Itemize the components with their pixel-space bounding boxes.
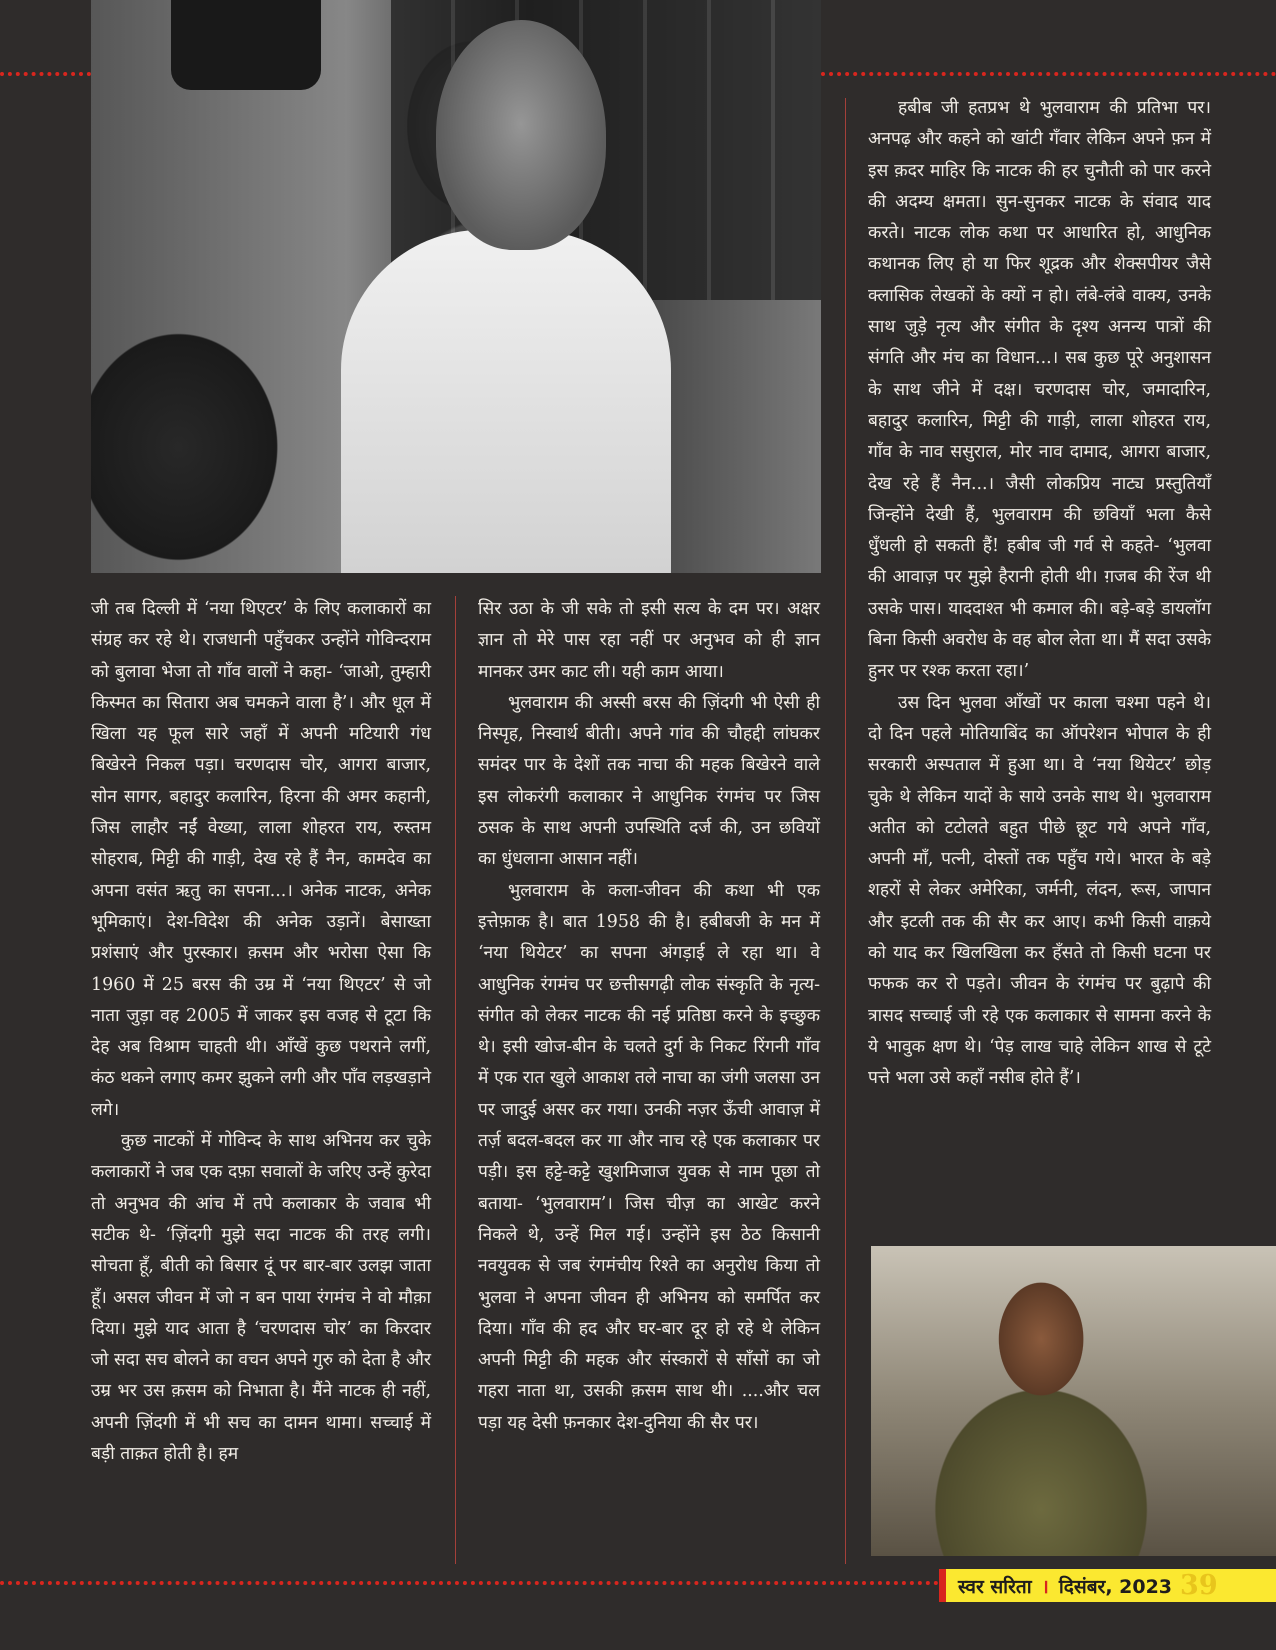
figure-body-shape [341, 230, 671, 573]
top-left-dotted-rule [0, 72, 91, 76]
figure-head-shape [436, 20, 606, 250]
footer-separator: । [1041, 1575, 1049, 1598]
footer-accent-bar [939, 1569, 946, 1602]
paragraph: कुछ नाटकों में गोविन्द के साथ अभिनय कर चुके कलाकारों ने जब एक दफ़ा सवालों के जरिए उन्हें कुरेदा तो अनुभव की आंच में तपे कलाकार के जवाब भी सटीक थे- ‘ज़िंदगी मुझे सदा नाटक की तरह लगी। सोचता हूँ, बीती को बिसार दूं पर बार-बार उलझ जाता हूँ। असल जीवन में जो न बन पाया रंगमंच ने वो मौक़ा दिया। मुझे याद आता है ‘चरणदास चोर’ का किरदार जो सदा सच बोलने का वचन अपने गुरु को देता है और उम्र भर उस क़सम को निभाता है। मैंने नाटक ही नहीं, अपनी ज़िंदगी में भी सच का दामन थामा। सच्चाई में बड़ी ताक़त होती है। हम [91, 1131, 431, 1465]
text-column-2 [478, 594, 820, 1439]
paragraph: जी तब दिल्ली में ‘नया थिएटर’ के लिए कलाकारों का संग्रह कर रहे थे। राजधानी पहुँचकर उन्होंने गोविन्दराम को बुलावा भेजा तो गाँव वालों ने कहा- ‘जाओ, तुम्हारी किस्मत का सितारा अब चमकने वाला है’। और धूल में खिला यह फूल सारे जहाँ में अपनी मटियारी गंध बिखेरने निकल पड़ा। चरणदास चोर, आगरा बाजार, सोन सागर, बहादुर कलारिन, हिरना की अमर कहानी, जिस लाहौर नईं वेख्या, लाला शोहरत राय, रुस्तम सोहराब, मिट्टी की गाड़ी, देख रहे हैं नैन, कामदेव का अपना वसंत ऋतु का सपना...। अनेक नाटक, अनेक भूमिकाएं। देश-विदेश की अनेक उड़ानें। बेसाख्ता प्रशंसाएं और पुरस्कार। क़सम और भरोसा ऐसा कि 1960 में 25 बरस की उम्र में ‘नया थिएटर’ से जो नाता जुड़ा वह 2005 में जाकर इस वजह से टूटा कि देह अब विश्राम चाहती थी। आँखें कुछ पथराने लगीं, कंठ थकने लगाए कमर झुकने लगी और पाँव लड़खड़ाने लगे। [91, 599, 431, 1120]
page-footer [939, 1569, 1276, 1602]
paragraph: सिर उठा के जी सके तो इसी सत्य के दम पर। अक्षर ज्ञान तो मेरे पास रहा नहीं पर अनुभव को ही ज्ञान मानकर उमर काट ली। यही काम आया। [478, 599, 820, 682]
page-number: 39 [1180, 1570, 1218, 1601]
top-right-dotted-rule [821, 72, 1276, 76]
magazine-name: स्वर सरिता [958, 1575, 1032, 1598]
lamp-shape [171, 0, 321, 90]
main-portrait-photo [91, 0, 821, 573]
paragraph: भुलवाराम की अस्सी बरस की ज़िंदगी भी ऐसी ही निस्पृह, निस्वार्थ बीती। अपने गांव की चौहद्दी लांघकर समंदर पार के देशों तक नाचा की महक बिखेरने वाले इस लोकरंगी कलाकार ने आधुनिक रंगमंच पर जिस ठसक के साथ अपनी उपस्थिति दर्ज की, उन छवियों का धुंधलाना आसान नहीं। [478, 692, 820, 870]
paragraph: उस दिन भुलवा आँखों पर काला चश्मा पहने थे। दो दिन पहले मोतियाबिंद का ऑपरेशन भोपाल के ही सरकारी अस्पताल में हुआ था। वे ‘नया थियेटर’ छोड़ चुके थे लेकिन यादों के साये उनके साथ थे। भुलवाराम अतीत को टटोलते बहुत पीछे छूट गये अपने गाँव, अपनी माँ, पत्नी, दोस्तों तक पहुँच गये। भारत के बड़े शहरों से लेकर अमेरिका, जर्मनी, लंदन, रूस, जापान और इटली तक की सैर कर आए। कभी किसी वाक़ये को याद कर खिलखिला कर हँसते तो किसी घटना पर फफक कर रो पड़ते। जीवन के रंगमंच पर बुढ़ापे की त्रासद सच्चाई जी रहे एक कलाकार से सामना करने के ये भावुक क्षण थे। ‘पेड़ लाख चाहे लेकिन शाख से टूटे पत्ते भला उसे कहाँ नसीब होते हैं’। [868, 692, 1211, 1089]
secondary-portrait-photo [871, 1246, 1276, 1556]
text-column-1 [91, 594, 431, 1470]
text-column-3 [868, 93, 1211, 1095]
column-separator [845, 98, 846, 1564]
paragraph: भुलवाराम के कला-जीवन की कथा भी एक इत्तेफ़ाक है। बात 1958 की है। हबीबजी के मन में ‘नया थियेटर’ का सपना अंगड़ाई ले रहा था। वे आधुनिक रंगमंच पर छत्तीसगढ़ी लोक संस्कृति के नृत्य-संगीत को लेकर नाटक की नई प्रतिष्ठा करने के इच्छुक थे। इसी खोज-बीन के चलते दुर्ग के निकट रिंगनी गाँव में एक रात खुले आकाश तले नाचा का जंगी जलसा उन पर जादुई असर कर गया। उनकी नज़र ऊँची आवाज़ में तर्ज़ बदल-बदल कर गा और नाच रहे एक कलाकार पर पड़ी। इस हट्टे-कट्टे खुशमिजाज युवक से नाम पूछा तो बताया- ‘भुलवाराम’। जिस चीज़ का आखेट करने निकले थे, उन्हें मिल गई। उन्होंने इस ठेठ किसानी नवयुवक से जब रंगमंचीय रिश्ते का अनुरोध किया तो भुलवा ने अपना जीवन ही अभिनय को समर्पित कर दिया। गाँव की हद और घर-बार दूर हो रहे थे लेकिन अपनी मिट्टी की महक और संस्कारों से साँसों का जो गहरा नाता था, उसकी क़सम साथ थी। ....और चल पड़ा यह देसी फ़नकार देश-दुनिया की सैर पर। [478, 880, 820, 1433]
paragraph: हबीब जी हतप्रभ थे भुलवाराम की प्रतिभा पर। अनपढ़ और कहने को खांटी गँवार लेकिन अपने फ़न में इस क़दर माहिर कि नाटक की हर चुनौती को पार करने की अदम्य क्षमता। सुन-सुनकर नाटक के संवाद याद करते। नाटक लोक कथा पर आधारित हो, आधुनिक कथानक लिए हो या फिर शूद्रक और शेक्सपीयर जैसे क्लासिक लेखकों के क्यों न हो। लंबे-लंबे वाक्य, उनके साथ जुड़े नृत्य और संगीत के दृश्य अनन्य पात्रों की संगति और मंच का विधान...। सब कुछ पूरे अनुशासन के साथ जीने में दक्ष। चरणदास चोर, जमादारिन, बहादुर कलारिन, मिट्टी की गाड़ी, लाला शोहरत राय, गाँव के नाव ससुराल, मोर नाव दामाद, आगरा बाजार, देख रहे हैं नैन...। जैसी लोकप्रिय नाट्य प्रस्तुतियाँ जिन्होंने देखी हैं, भुलवाराम की छवियाँ भला कैसे धुँधली हो सकती हैं! हबीब जी गर्व से कहते- ‘भुलवा की आवाज़ पर मुझे हैरानी होती थी। ग़जब की रेंज थी उसके पास। याददाश्त भी कमाल की। बड़े-बड़े डायलॉग बिना किसी अवरोध के वह बोल लेता था। मैं सदा उसके हुनर पर रश्क करता रहा।’ [868, 98, 1211, 682]
issue-date: दिसंबर, 2023 [1058, 1575, 1173, 1598]
bottom-dotted-rule [0, 1581, 939, 1585]
column-separator [455, 596, 456, 1564]
